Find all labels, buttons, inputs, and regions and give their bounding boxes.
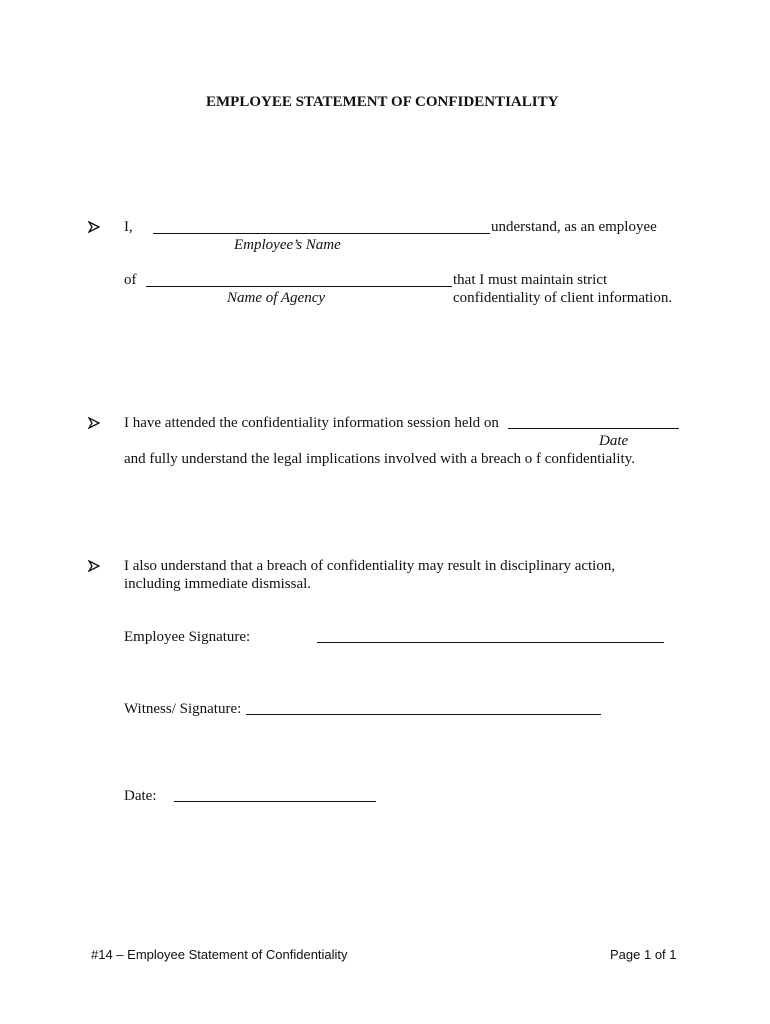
statement-prefix: I, [124,219,133,235]
agency-name-field[interactable] [146,286,452,287]
employee-name-field[interactable] [153,233,490,234]
dismissal-statement-line1: I also understand that a breach of confidentiality may result in disciplinary action, [124,558,616,574]
agency-name-caption: Name of Agency [227,290,326,306]
session-date-field[interactable] [508,428,679,429]
witness-signature-field[interactable] [246,714,601,715]
employee-signature-label: Employee Signature: [124,629,251,645]
dismissal-statement-line2: including immediate dismissal. [124,576,312,592]
arrow-bullet-icon [88,221,100,233]
arrow-bullet-icon [88,417,100,429]
footer-page-number: Page 1 of 1 [610,947,677,962]
statement-agency-text: that I must maintain strict [453,272,608,288]
session-date-caption: Date [599,433,629,449]
witness-signature-label: Witness/ Signature: [124,701,242,717]
statement-employee-text: understand, as an employee [491,219,657,235]
statement-continuation: confidentiality of client information. [453,290,673,306]
date-label: Date: [124,788,157,804]
date-field[interactable] [174,801,376,802]
session-statement-text: I have attended the confidentiality information session held on [124,415,499,431]
employee-signature-field[interactable] [317,642,664,643]
footer-document-title: #14 – Employee Statement of Confidentiality [91,947,348,962]
arrow-bullet-icon [88,560,100,572]
of-label: of [124,272,137,288]
page-title: EMPLOYEE STATEMENT OF CONFIDENTIALITY [206,94,559,110]
session-statement-continuation: and fully understand the legal implications involved with a breach o f confidentiality. [124,451,635,467]
employee-name-caption: Employee’s Name [234,237,341,253]
